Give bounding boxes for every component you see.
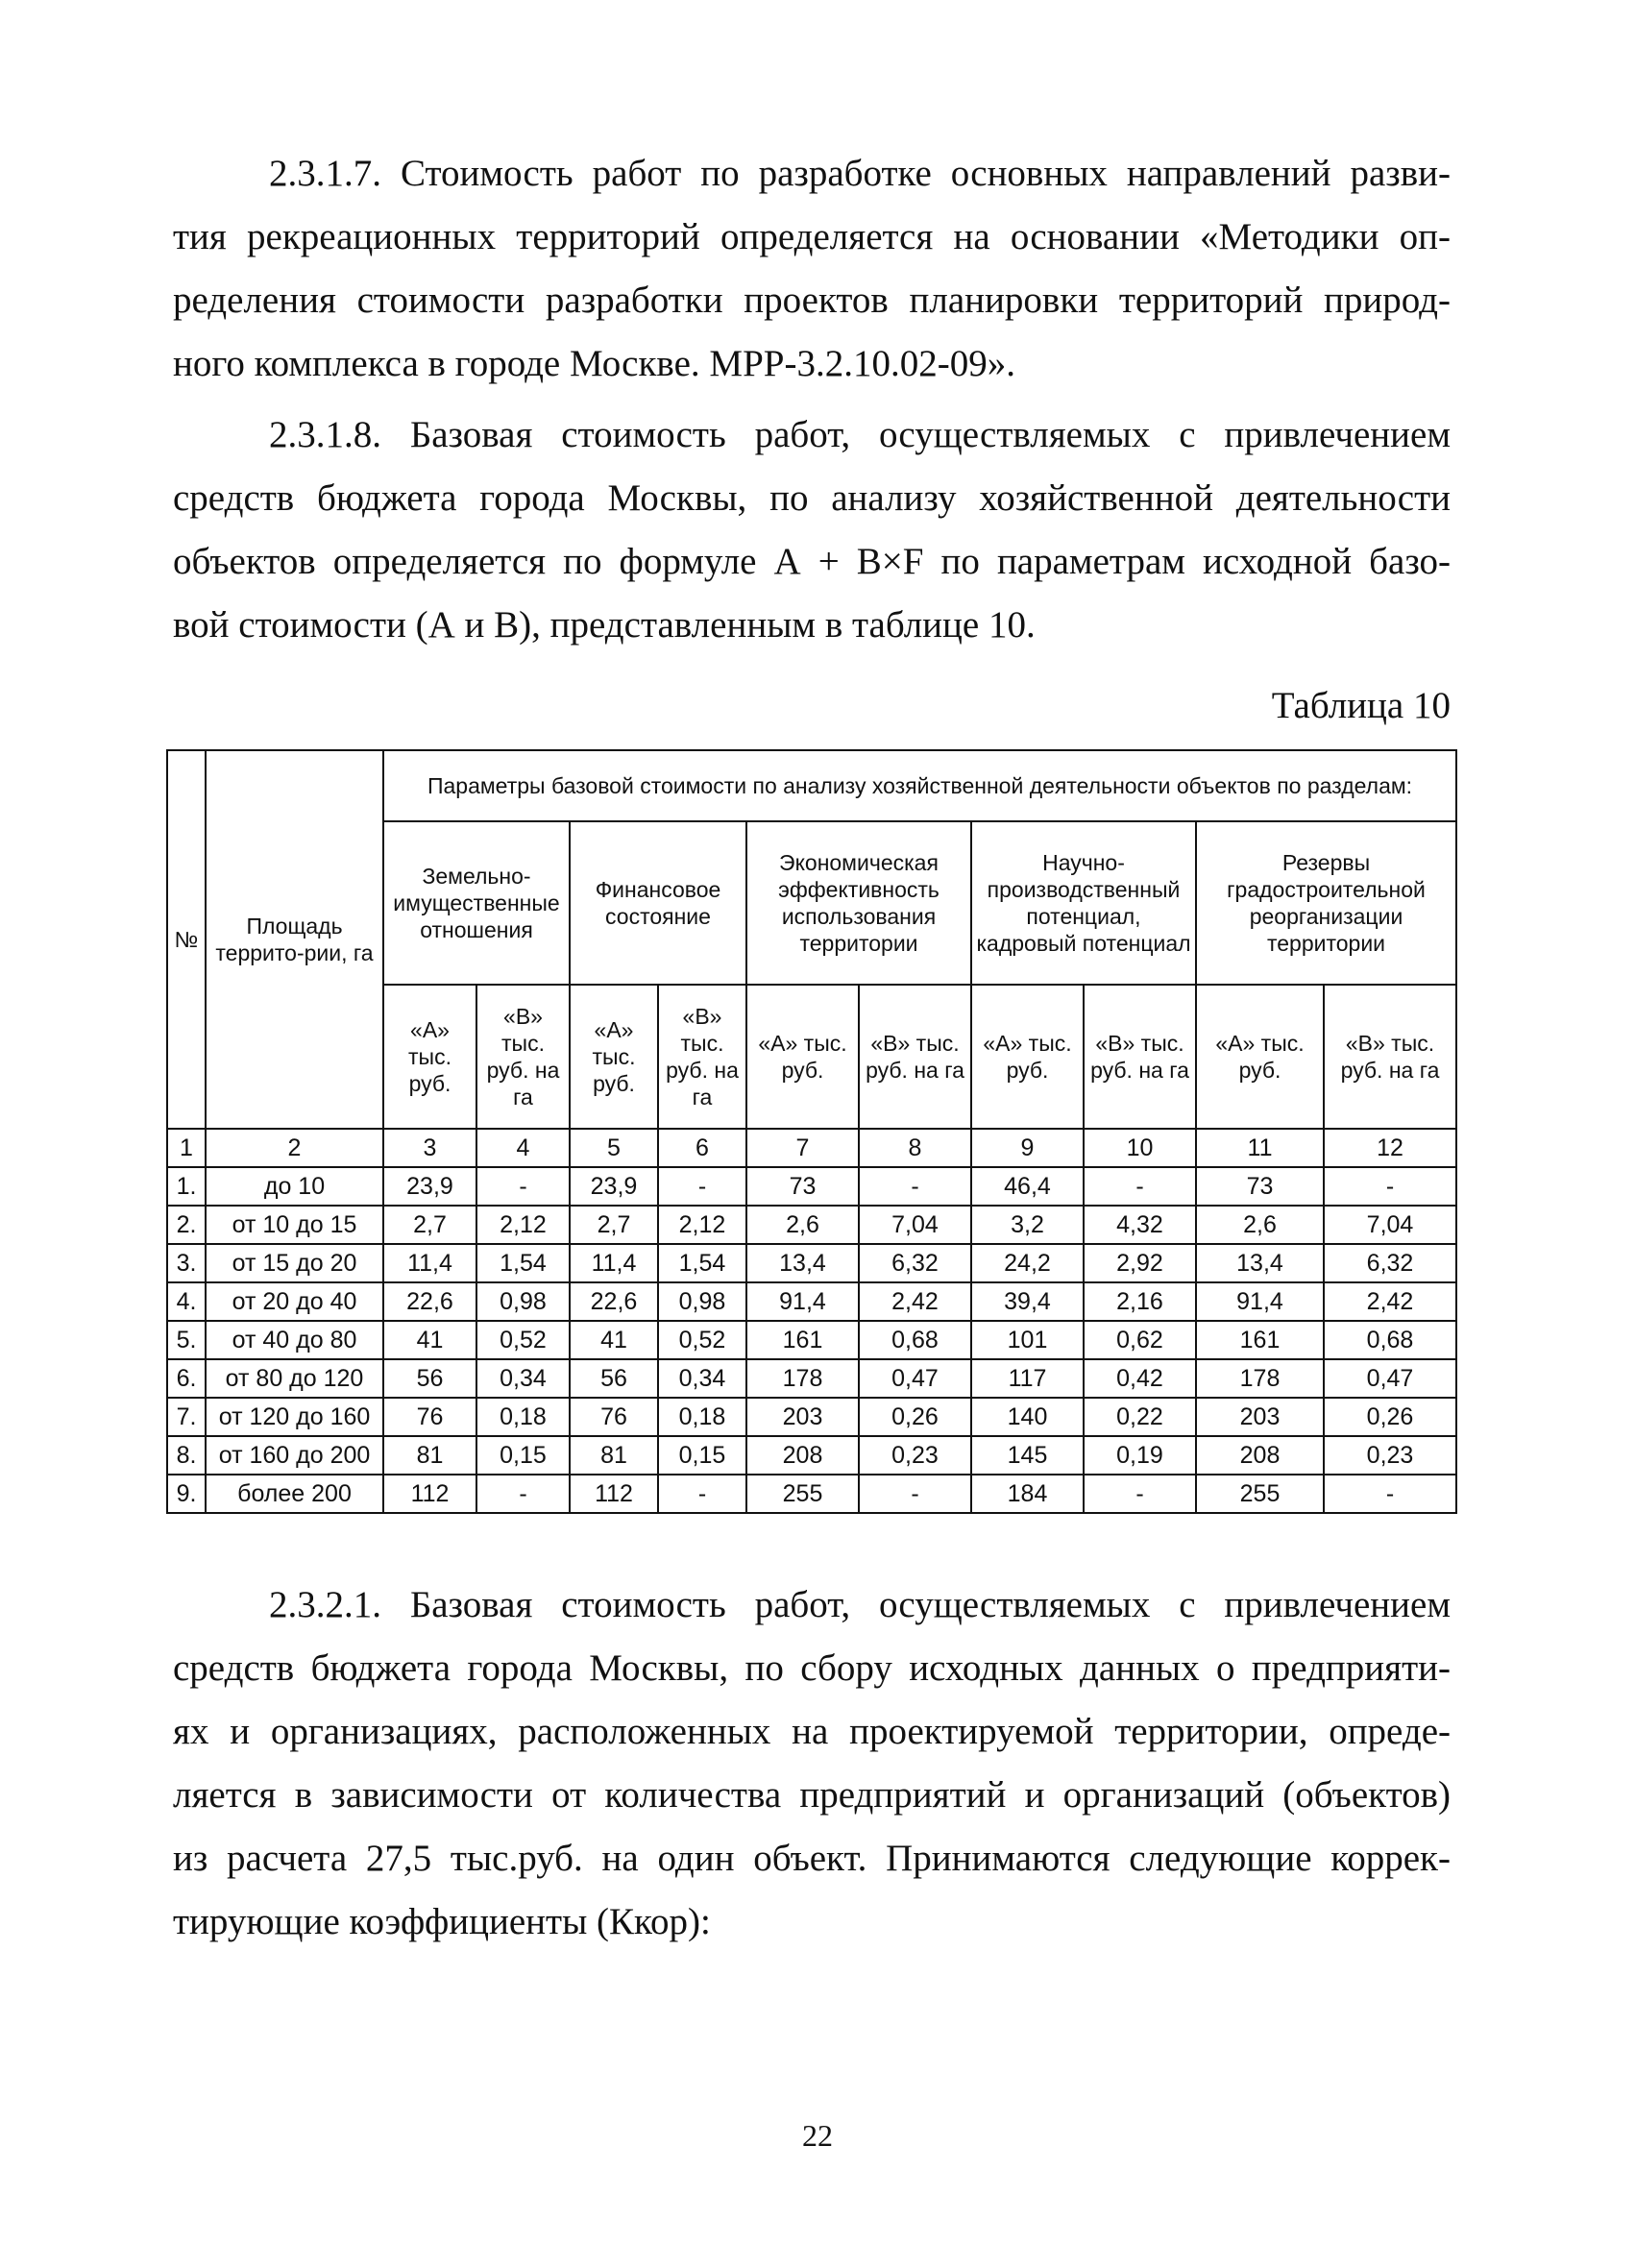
table-cell: 178 — [1196, 1359, 1324, 1398]
unit-b-header: «В» тыс. руб. на га — [1324, 985, 1456, 1129]
table-cell: 145 — [971, 1436, 1084, 1475]
table-cell: до 10 — [206, 1167, 383, 1206]
text-line: ределения стоимости разработки проектов планировки территорий природ- — [173, 280, 1451, 321]
text-line: тия рекреационных территорий определяется на основании «Методики оп- — [173, 216, 1451, 257]
table-row — [167, 1321, 1456, 1359]
table-cell: 9 — [971, 1129, 1084, 1167]
table-row — [167, 1244, 1456, 1282]
table-cell: - — [859, 1475, 971, 1513]
table-cell: 203 — [746, 1398, 859, 1436]
table-cell: от 120 до 160 — [206, 1398, 383, 1436]
table-row — [167, 1359, 1456, 1398]
table-cell: от 80 до 120 — [206, 1359, 383, 1398]
table-cell: от 40 до 80 — [206, 1321, 383, 1359]
table-cell: 91,4 — [746, 1282, 859, 1321]
unit-b-header: «В» тыс. руб. на га — [1084, 985, 1196, 1129]
unit-a-header: «А» тыс. руб. — [570, 985, 658, 1129]
table-cell: 22,6 — [570, 1282, 658, 1321]
table-cell: - — [1084, 1475, 1196, 1513]
table-cell: 73 — [746, 1167, 859, 1206]
table-cell: 41 — [570, 1321, 658, 1359]
table-cell: 41 — [383, 1321, 476, 1359]
header-number: № — [167, 750, 206, 1129]
unit-b-header: «В» тыс. руб. на га — [859, 985, 971, 1129]
table-cell: 2,92 — [1084, 1244, 1196, 1282]
table-cell: 11 — [1196, 1129, 1324, 1167]
table-cell: - — [476, 1167, 570, 1206]
group-header: Экономическая эффективность использования территории — [746, 821, 971, 985]
table-cell: 24,2 — [971, 1244, 1084, 1282]
table-cell: 0,15 — [658, 1436, 746, 1475]
table-cell: 6 — [658, 1129, 746, 1167]
table-cell: 0,68 — [859, 1321, 971, 1359]
table-cell: 2,42 — [859, 1282, 971, 1321]
table-cell: 0,22 — [1084, 1398, 1196, 1436]
table-cell: 0,23 — [859, 1436, 971, 1475]
table-cell: 0,52 — [476, 1321, 570, 1359]
text-line: вой стоимости (А и В), представленным в таблице 10. — [173, 604, 1036, 646]
table-cell: 161 — [746, 1321, 859, 1359]
header-area: Площадь террито-рии, га — [206, 750, 383, 1129]
table-cell: 112 — [383, 1475, 476, 1513]
text-line: 2.3.1.7. Стоимость работ по разработке основных направлений разви- — [269, 153, 1451, 194]
table-cell: 7,04 — [1324, 1206, 1456, 1244]
table-cell: 8. — [167, 1436, 206, 1475]
table-cell: от 15 до 20 — [206, 1244, 383, 1282]
table-row — [167, 1206, 1456, 1244]
table-cell: 0,47 — [1324, 1359, 1456, 1398]
unit-a-header: «А» тыс. руб. — [1196, 985, 1324, 1129]
table-cell: 3,2 — [971, 1206, 1084, 1244]
table-cell: 0,18 — [658, 1398, 746, 1436]
table-row — [167, 1436, 1456, 1475]
text-line: средств бюджета города Москвы, по сбору исходных данных о предприяти- — [173, 1647, 1451, 1689]
group-header: Научно-производственный потенциал, кадровый потенциал — [971, 821, 1196, 985]
text-line: 2.3.2.1. Базовая стоимость работ, осуществляемых с привлечением — [269, 1584, 1451, 1625]
text-line: 2.3.1.8. Базовая стоимость работ, осуществляемых с привлечением — [269, 414, 1451, 455]
paragraph-2-3-1-7 — [173, 142, 1451, 396]
table-cell: - — [859, 1167, 971, 1206]
table-cell: 0,62 — [1084, 1321, 1196, 1359]
header-params: Параметры базовой стоимости по анализу хозяйственной деятельности объектов по разделам: — [383, 750, 1456, 821]
table-cell: 46,4 — [971, 1167, 1084, 1206]
table-row — [167, 1475, 1456, 1513]
table-cell: 56 — [383, 1359, 476, 1398]
table-cell: 184 — [971, 1475, 1084, 1513]
text-line: средств бюджета города Москвы, по анализу хозяйственной деятельности — [173, 477, 1451, 519]
table-cell: 81 — [383, 1436, 476, 1475]
group-header: Финансовое состояние — [570, 821, 746, 985]
table-cell: 1 — [167, 1129, 206, 1167]
table-cell: от 10 до 15 — [206, 1206, 383, 1244]
table-cell: 0,98 — [658, 1282, 746, 1321]
unit-b-header: «В» тыс. руб. на га — [658, 985, 746, 1129]
table-cell: 7. — [167, 1398, 206, 1436]
table-cell: 3 — [383, 1129, 476, 1167]
table-cell: - — [1324, 1167, 1456, 1206]
text-line: ях и организациях, расположенных на проектируемой территории, опреде- — [173, 1711, 1451, 1752]
table-cell: 23,9 — [570, 1167, 658, 1206]
table-cell: 76 — [383, 1398, 476, 1436]
table-cell: 0,47 — [859, 1359, 971, 1398]
table-cell: 4 — [476, 1129, 570, 1167]
table-cell: 0,18 — [476, 1398, 570, 1436]
table-row — [167, 1398, 1456, 1436]
table-cell: 2,6 — [746, 1206, 859, 1244]
text-line: тирующие коэффициенты (Ккор): — [173, 1901, 711, 1942]
table-cell: 4,32 — [1084, 1206, 1196, 1244]
table-cell: 2,7 — [383, 1206, 476, 1244]
table-cell: 0,26 — [859, 1398, 971, 1436]
table-cell: 101 — [971, 1321, 1084, 1359]
unit-a-header: «А» тыс. руб. — [746, 985, 859, 1129]
table-row — [167, 1167, 1456, 1206]
table-cell: - — [658, 1475, 746, 1513]
table-cell: 13,4 — [1196, 1244, 1324, 1282]
table-cell: 255 — [1196, 1475, 1324, 1513]
table-cell: 12 — [1324, 1129, 1456, 1167]
table-cell: от 20 до 40 — [206, 1282, 383, 1321]
table-cell: 6,32 — [1324, 1244, 1456, 1282]
table-row — [167, 1282, 1456, 1321]
table-cell: 76 — [570, 1398, 658, 1436]
table-cell: 91,4 — [1196, 1282, 1324, 1321]
text-line: из расчета 27,5 тыс.руб. на один объект. Принимаются следующие коррек- — [173, 1838, 1451, 1879]
table-cell: 0,68 — [1324, 1321, 1456, 1359]
table-cell: 5 — [570, 1129, 658, 1167]
table-cell: 0,26 — [1324, 1398, 1456, 1436]
table-caption: Таблица 10 — [1271, 685, 1451, 726]
table-cell: 0,52 — [658, 1321, 746, 1359]
table-cell: 7,04 — [859, 1206, 971, 1244]
table-cell: 39,4 — [971, 1282, 1084, 1321]
table-cell: 4. — [167, 1282, 206, 1321]
table-cell: 1,54 — [476, 1244, 570, 1282]
table-cell: 0,42 — [1084, 1359, 1196, 1398]
table-cell: 11,4 — [383, 1244, 476, 1282]
table-cell: 0,15 — [476, 1436, 570, 1475]
paragraph-2-3-2-1 — [173, 1573, 1451, 1954]
table-cell: 0,34 — [476, 1359, 570, 1398]
table-cell: 11,4 — [570, 1244, 658, 1282]
table-cell: 2,42 — [1324, 1282, 1456, 1321]
table-cell: более 200 — [206, 1475, 383, 1513]
table-cell: 2,12 — [658, 1206, 746, 1244]
table-cell: 81 — [570, 1436, 658, 1475]
table-cell: - — [658, 1167, 746, 1206]
table-cell: 1. — [167, 1167, 206, 1206]
column-number-row — [167, 1129, 1456, 1167]
table-cell: 1,54 — [658, 1244, 746, 1282]
table-cell: 208 — [746, 1436, 859, 1475]
table-cell: - — [476, 1475, 570, 1513]
table-cell: 0,98 — [476, 1282, 570, 1321]
table-cell: 5. — [167, 1321, 206, 1359]
table-cell: 22,6 — [383, 1282, 476, 1321]
table-cell: 161 — [1196, 1321, 1324, 1359]
table-cell: 23,9 — [383, 1167, 476, 1206]
table-cell: 6. — [167, 1359, 206, 1398]
table-cell: - — [1084, 1167, 1196, 1206]
table-cell: 0,34 — [658, 1359, 746, 1398]
table-cell: 203 — [1196, 1398, 1324, 1436]
table-cell: от 160 до 200 — [206, 1436, 383, 1475]
unit-b-header: «В» тыс. руб. на га — [476, 985, 570, 1129]
group-header: Земельно-имущественные отношения — [383, 821, 570, 985]
table-cell: 140 — [971, 1398, 1084, 1436]
table-cell: - — [1324, 1475, 1456, 1513]
unit-a-header: «А» тыс. руб. — [383, 985, 476, 1129]
table-cell: 0,19 — [1084, 1436, 1196, 1475]
text-line: ного комплекса в городе Москве. МРР-3.2.10.02-09». — [173, 343, 1015, 384]
table-cell: 9. — [167, 1475, 206, 1513]
text-line: объектов определяется по формуле А + В×F по параметрам исходной базо- — [173, 541, 1451, 582]
table-cell: 10 — [1084, 1129, 1196, 1167]
table-cell: 7 — [746, 1129, 859, 1167]
table-cell: 2,6 — [1196, 1206, 1324, 1244]
table-cell: 56 — [570, 1359, 658, 1398]
table-cell: 2 — [206, 1129, 383, 1167]
paragraph-2-3-1-8 — [173, 403, 1451, 657]
table-cell: 208 — [1196, 1436, 1324, 1475]
page-number: 22 — [802, 2118, 833, 2153]
table-cell: 13,4 — [746, 1244, 859, 1282]
text-line: ляется в зависимости от количества предприятий и организаций (объектов) — [173, 1774, 1451, 1816]
table-cell: 2,7 — [570, 1206, 658, 1244]
table-cell: 2. — [167, 1206, 206, 1244]
table-cell: 112 — [570, 1475, 658, 1513]
table-cell: 255 — [746, 1475, 859, 1513]
table-cell: 6,32 — [859, 1244, 971, 1282]
table-cell: 2,12 — [476, 1206, 570, 1244]
table-cell: 178 — [746, 1359, 859, 1398]
table-cell: 73 — [1196, 1167, 1324, 1206]
table-cell: 8 — [859, 1129, 971, 1167]
table-cell: 3. — [167, 1244, 206, 1282]
table-cell: 0,23 — [1324, 1436, 1456, 1475]
table-cell: 117 — [971, 1359, 1084, 1398]
table-cell: 2,16 — [1084, 1282, 1196, 1321]
group-header: Резервы градостроительной реорганизации территории — [1196, 821, 1456, 985]
unit-a-header: «А» тыс. руб. — [971, 985, 1084, 1129]
table-10 — [166, 749, 1457, 1514]
